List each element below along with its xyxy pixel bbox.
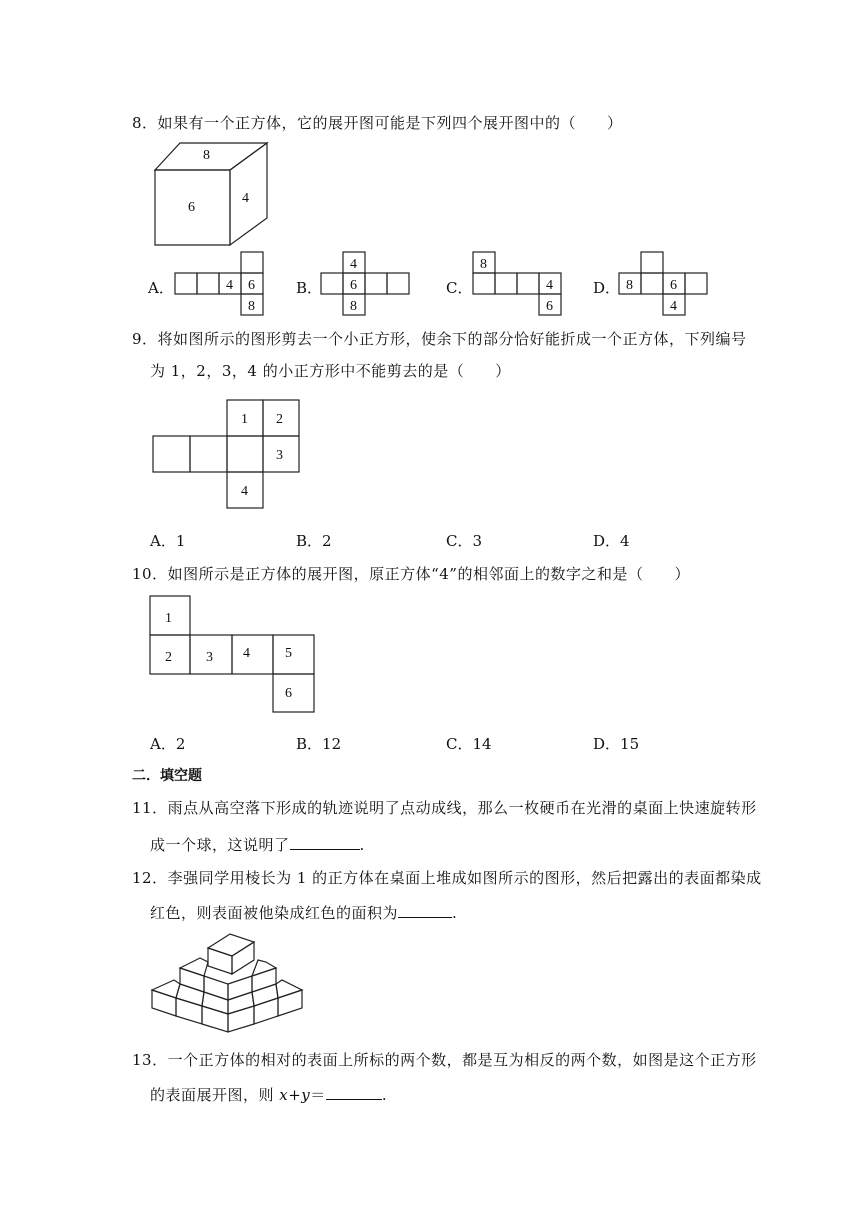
q8-option-d-label: D． — [593, 279, 621, 297]
q9-option-a: A．1 — [150, 532, 186, 550]
q11-line2-text: 成一个球，这说明了 — [150, 836, 290, 854]
q8-cube-right: 4 — [242, 191, 249, 206]
q13-line2-text: 的表面展开图，则 — [150, 1086, 280, 1104]
q8-b-cell-6: 6 — [350, 278, 357, 293]
q9-cell-2: 2 — [276, 412, 283, 427]
q8-b-cell-4: 4 — [350, 257, 357, 272]
q8-option-a-net — [174, 251, 266, 317]
q11-line1: 11．雨点从高空落下形成的轨迹说明了点动成线，那么一枚硬币在光滑的桌面上快速旋转形 — [132, 799, 757, 817]
q11-tail: . — [359, 836, 365, 854]
q10-cell-4: 4 — [243, 646, 250, 661]
q11-answer-blank[interactable] — [290, 835, 360, 850]
q8-c-cell-8: 8 — [480, 257, 487, 272]
q8-a-cell-4: 4 — [226, 278, 233, 293]
q8-a-cell-6: 6 — [248, 278, 255, 293]
q8-option-c-label: C． — [446, 279, 473, 297]
q8-d-cell-8: 8 — [626, 278, 633, 293]
q8-a-cell-8: 8 — [248, 299, 255, 314]
q10-cell-2: 2 — [165, 650, 172, 665]
q9-option-d: D．4 — [593, 532, 630, 550]
q9-stem-line2: 为 1，2，3，4 的小正方形中不能剪去的是（ ） — [150, 362, 511, 380]
q9-stem-line1: 9．将如图所示的图形剪去一个小正方形，使余下的部分恰好能折成一个正方体，下列编号 — [132, 330, 747, 348]
q10-stem: 10．如图所示是正方体的展开图，原正方体“4”的相邻面上的数字之和是（ ） — [132, 565, 690, 583]
section-heading: 二．填空题 — [132, 768, 202, 784]
q8-d-cell-6: 6 — [670, 278, 677, 293]
q12-stacked-cubes-figure — [148, 928, 306, 1040]
q12-line1: 12．李强同学用棱长为 1 的正方体在桌面上堆成如图所示的图形，然后把露出的表面都染成 — [132, 869, 762, 887]
q8-c-cell-6: 6 — [546, 299, 553, 314]
q13-answer-blank[interactable] — [326, 1085, 382, 1100]
q13-tail: . — [381, 1086, 388, 1104]
q12-tail: . — [452, 904, 458, 922]
q13-expression: x+y — [279, 1086, 311, 1104]
q10-option-d: D．15 — [593, 735, 640, 753]
q10-cell-3: 3 — [206, 650, 213, 665]
q10-cell-1: 1 — [165, 611, 172, 626]
q8-option-b-net — [320, 251, 412, 317]
q12-line2 — [150, 902, 457, 923]
q9-cell-1: 1 — [241, 412, 248, 427]
q11-line2 — [150, 834, 365, 855]
q13-line2 — [150, 1084, 387, 1105]
q9-cell-3: 3 — [276, 448, 283, 463]
q8-b-cell-8: 8 — [350, 299, 357, 314]
q9-net-figure — [150, 398, 302, 512]
q8-stem: 8．如果有一个正方体，它的展开图可能是下列四个展开图中的（ ） — [132, 114, 623, 132]
q8-d-cell-4: 4 — [670, 299, 677, 314]
q8-cube-top: 8 — [203, 148, 210, 163]
q9-cell-4: 4 — [241, 484, 248, 499]
q10-option-c: C．14 — [446, 735, 492, 753]
q9-option-b: B．2 — [296, 532, 332, 550]
q8-cube-figure — [150, 138, 274, 250]
q8-option-a-label: A． — [148, 279, 174, 297]
q10-net-figure — [148, 595, 320, 715]
q9-option-c: C．3 — [446, 532, 483, 550]
q10-cell-5: 5 — [285, 646, 292, 661]
q8-option-c-net — [472, 251, 564, 317]
q8-option-b-label: B． — [296, 279, 323, 297]
q8-c-cell-4: 4 — [546, 278, 553, 293]
q8-option-d-net — [618, 251, 710, 317]
q10-option-a: A．2 — [150, 735, 186, 753]
q13-line1: 13．一个正方体的相对的表面上所标的两个数，都是互为相反的两个数，如图是这个正方形 — [132, 1051, 757, 1069]
q12-answer-blank[interactable] — [398, 903, 452, 918]
q8-cube-front: 6 — [188, 200, 195, 215]
q10-cell-6: 6 — [285, 686, 292, 701]
q12-line2-text: 红色，则表面被他染成红色的面积为 — [150, 904, 399, 922]
q10-option-b: B．12 — [296, 735, 342, 753]
q13-equals: ＝ — [310, 1086, 326, 1104]
